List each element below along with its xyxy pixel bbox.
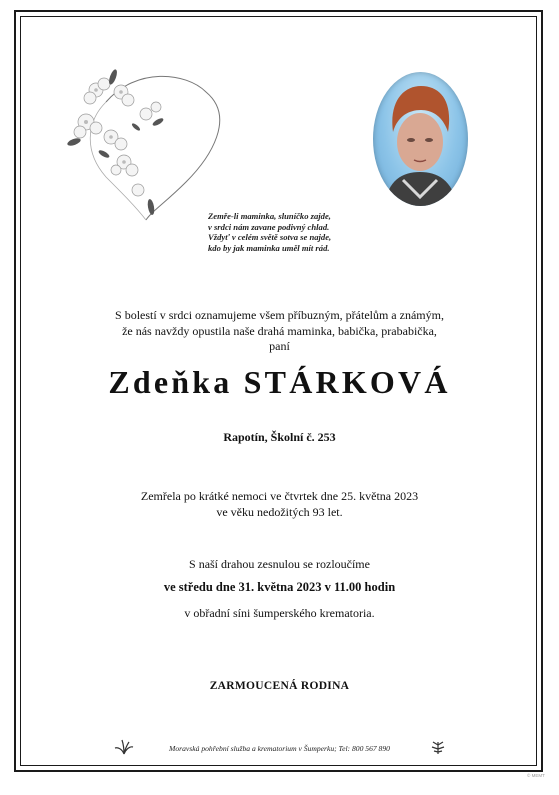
intro-line: že nás navždy opustila naše drahá maminka, babička, prababička, xyxy=(122,323,437,338)
poem-line: v srdci nám zavane podivný chlad. xyxy=(208,221,330,232)
deceased-address: Rapotín, Školní č. 253 xyxy=(223,430,336,444)
ceremony-date: ve středu dne 31. května 2023 v 11.00 hodin xyxy=(163,580,396,594)
farewell-text: S naší drahou zesnulou se rozloučíme xyxy=(189,557,370,571)
copyright-note: © MEMT xyxy=(527,773,545,778)
ceremony-place: v obřadní síni šumperského krematoria. xyxy=(184,606,375,620)
poem-line: Vždyť v celém světě sotva se najde, xyxy=(208,232,332,242)
deceased-name: Zdeňka STÁRKOVÁ xyxy=(108,364,451,400)
family-signature: ZARMOUCENÁ RODINA xyxy=(209,680,350,692)
twig-icon xyxy=(428,739,448,755)
intro-line: S bolestí v srdci oznamujeme všem příbuzným, přátelům a známým, xyxy=(115,308,444,322)
announcement-intro xyxy=(22,308,537,355)
death-line: ve věku nedožitých 93 let. xyxy=(216,504,343,519)
death-line: Zemřela po krátké nemoci ve čtvrtek dne 25. května 2023 xyxy=(140,489,419,503)
deceased-portrait xyxy=(373,72,468,206)
memorial-poem xyxy=(208,211,358,253)
intro-line: paní xyxy=(269,339,290,353)
portrait-photo xyxy=(373,72,468,206)
poem-line: Zemře-li maminka, sluníčko zajde, xyxy=(208,211,331,221)
floral-heart-icon xyxy=(66,62,232,227)
poem-line: kdo by jak maminka uměl mít rád. xyxy=(208,242,330,253)
death-notice xyxy=(22,489,537,520)
funeral-service-footer: Moravská pohřební služba a krematorium v Šumperku; Tel: 800 567 890 xyxy=(169,744,390,753)
